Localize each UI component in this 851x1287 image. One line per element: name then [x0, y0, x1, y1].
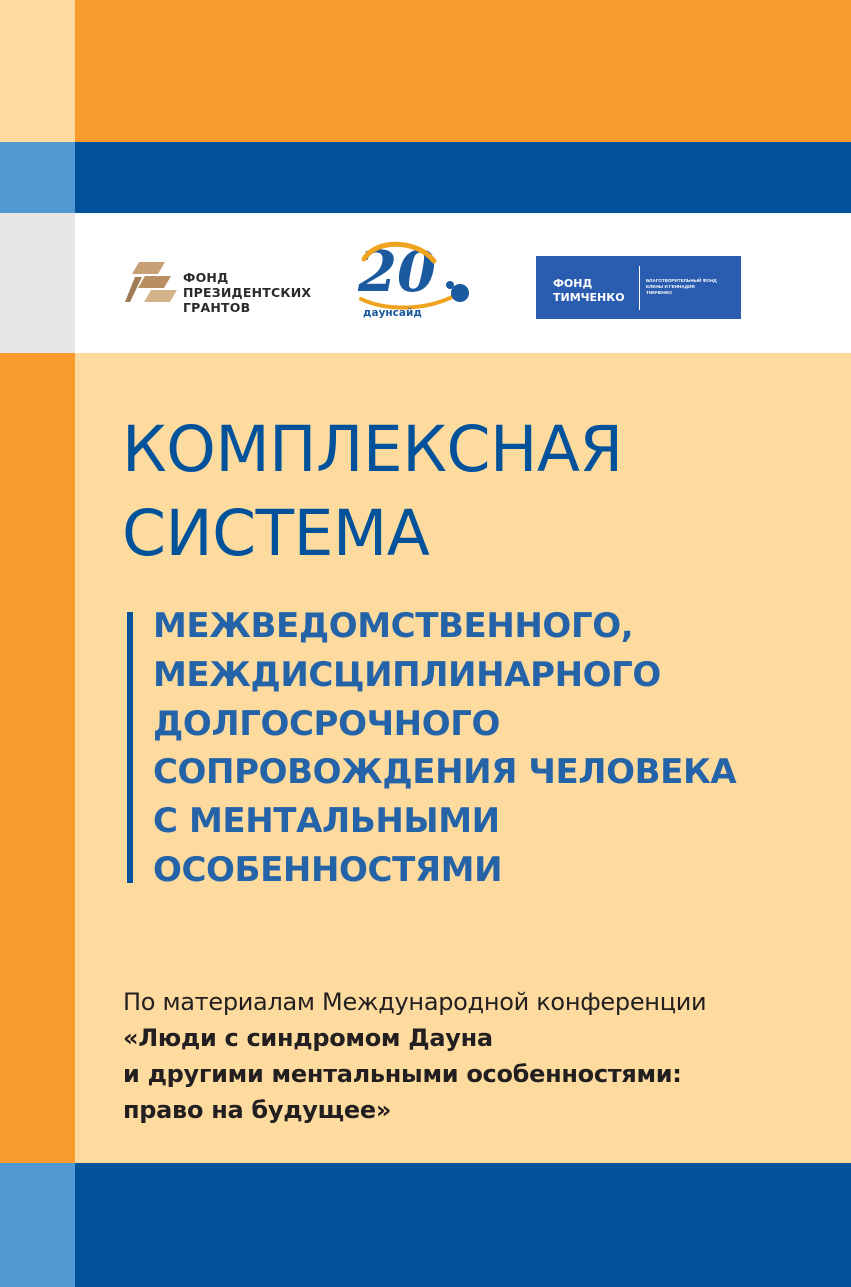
bottom-blue-band-side [0, 1163, 75, 1287]
downside-wordmark: даунсайд [363, 307, 422, 319]
bottom-blue-band [0, 1163, 851, 1287]
fpg-flag-icon [125, 260, 181, 304]
logo-band-side [0, 213, 75, 353]
subtitle-rule [127, 612, 133, 883]
timchenko-small-line-3: ТИМЧЕНКО [646, 290, 672, 295]
timchenko-small-text [646, 278, 736, 296]
conference-intro: По материалам Международной конференции [123, 988, 707, 1016]
fpg-line-1: ФОНД [183, 270, 229, 285]
conference-name-line-3: право на будущее» [123, 1096, 392, 1124]
top-orange-band-side [0, 0, 75, 142]
downside-badge: ап [453, 305, 469, 318]
main-title-line-2: СИСТЕМА [122, 497, 430, 570]
subtitle-line-6: ОСОБЕННОСТЯМИ [153, 849, 503, 890]
fpg-logo [125, 254, 335, 324]
downside-up-logo [356, 241, 474, 331]
conference-info [123, 984, 706, 1128]
timchenko-line-2: ТИМЧЕНКО [553, 291, 625, 304]
top-blue-band [0, 142, 851, 213]
fpg-line-3: ГРАНТОВ [183, 300, 251, 315]
timchenko-small-line-1: БЛАГОТВОРИТЕЛЬНЫЙ ФОНД [646, 278, 717, 283]
top-blue-band-side [0, 142, 75, 213]
subtitle-line-4: СОПРОВОЖДЕНИЯ ЧЕЛОВЕКА [153, 752, 737, 793]
timchenko-name [553, 277, 625, 305]
subtitle-line-3: ДОЛГОСРОЧНОГО [153, 703, 500, 744]
timchenko-divider [639, 266, 640, 310]
conference-name-line-1: «Люди с синдромом Дауна [123, 1024, 493, 1052]
main-band-side [0, 353, 75, 1163]
subtitle-line-1: МЕЖВЕДОМСТВЕННОГО, [153, 606, 634, 646]
main-title [122, 408, 623, 576]
main-title-line-1: КОМПЛЕКСНАЯ [122, 413, 623, 486]
downside-number: 20 [358, 241, 436, 305]
conference-name-line-2: и другими ментальными особенностями: [123, 1060, 682, 1088]
subtitle-line-5: С МЕНТАЛЬНЫМИ [153, 801, 500, 842]
fpg-line-2: ПРЕЗИДЕНТСКИХ [183, 285, 312, 300]
subtitle [153, 602, 736, 895]
timchenko-small-line-2: ЕЛЕНЫ И ГЕННАДИЯ [646, 284, 695, 289]
timchenko-logo [536, 256, 741, 319]
top-orange-band [0, 0, 851, 142]
subtitle-line-2: МЕЖДИСЦИПЛИНАРНОГО [153, 654, 661, 695]
fpg-logo-text [183, 270, 311, 315]
timchenko-line-1: ФОНД [553, 277, 593, 290]
